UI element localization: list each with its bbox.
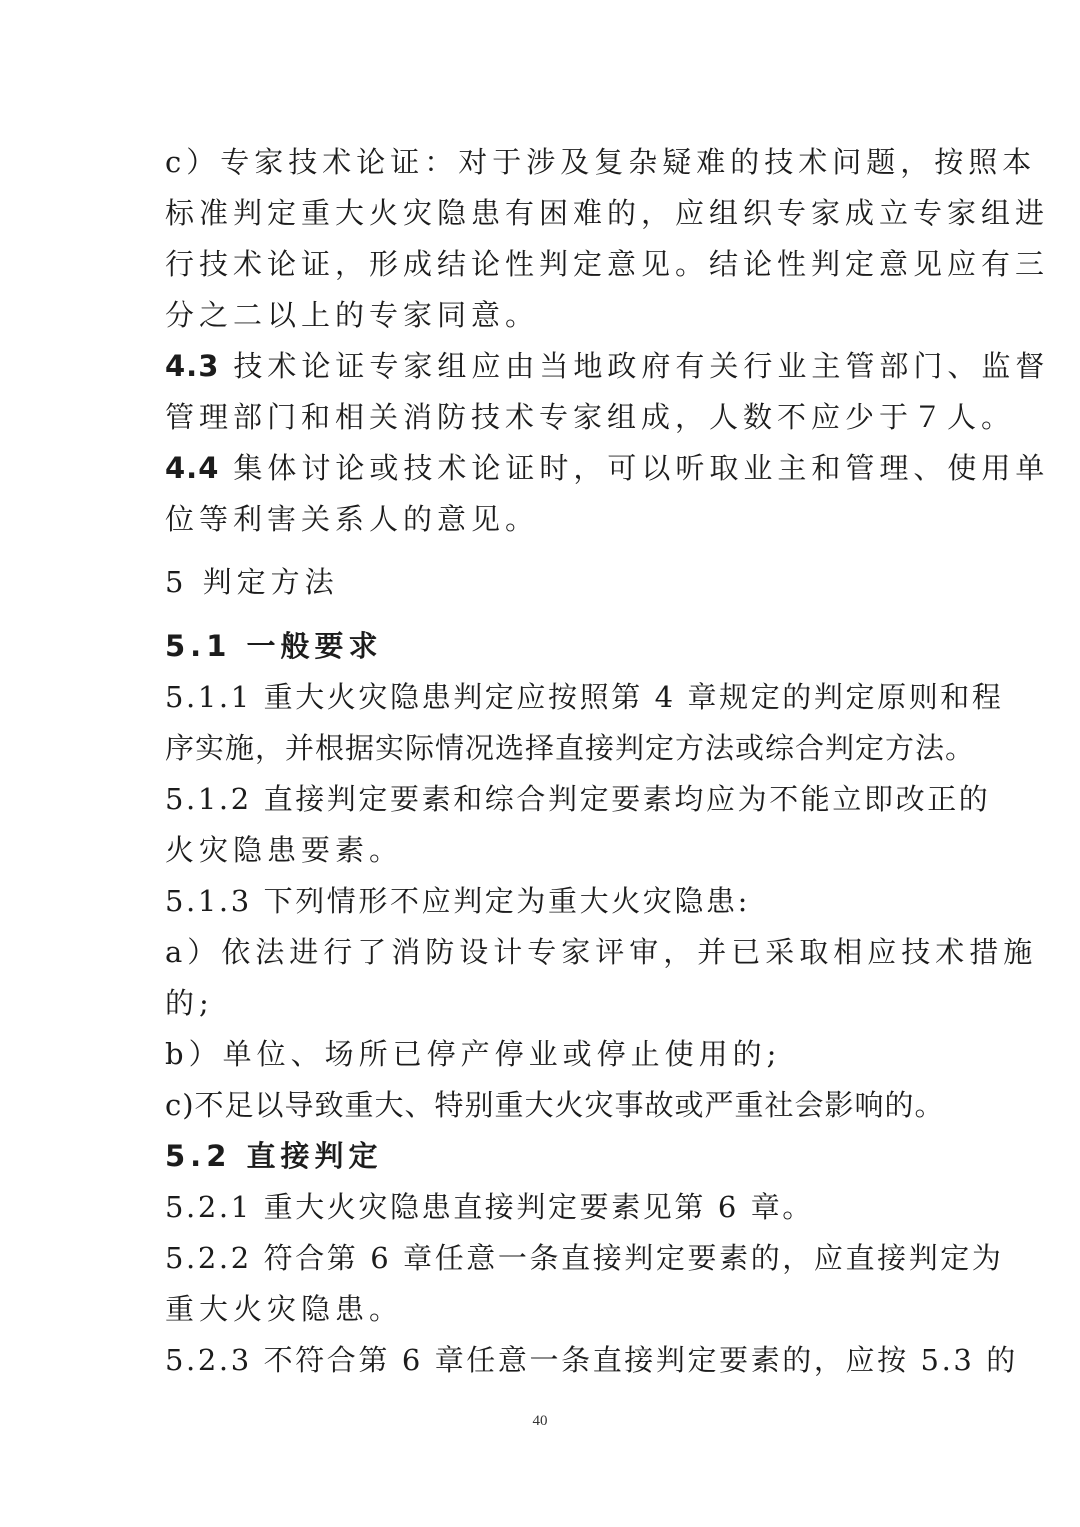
paragraph-line: 标准判定重大火灾隐患有困难的，应组织专家成立专家组进 (165, 196, 1050, 230)
paragraph-line: 位等利害关系人的意见。 (165, 502, 540, 536)
clause-number: 4.4 (165, 451, 220, 485)
subsection-heading: 5.1 一般要求 (165, 629, 383, 663)
paragraph-line: 5.2.2 符合第 6 章任意一条直接判定要素的，应直接判定为 (165, 1241, 1004, 1275)
paragraph-line: 5.1.2 直接判定要素和综合判定要素均应为不能立即改正的 (165, 782, 991, 816)
paragraph-line: 分之二以上的专家同意。 (165, 298, 540, 332)
paragraph-line: c)不足以导致重大、特别重大火灾事故或严重社会影响的。 (165, 1088, 945, 1122)
paragraph-line: c）专家技术论证：对于涉及复杂疑难的技术问题，按照本 (165, 145, 1037, 179)
paragraph-line: 火灾隐患要素。 (165, 833, 404, 867)
paragraph-line: a）依法进行了消防设计专家评审，并已采取相应技术措施 (165, 935, 1038, 969)
subsection-heading: 5.2 直接判定 (165, 1139, 383, 1173)
paragraph-line: 5.2.1 重大火灾隐患直接判定要素见第 6 章。 (165, 1190, 814, 1224)
clause-4-3-line (165, 346, 1050, 386)
clause-4-4-line (165, 448, 1050, 488)
paragraph-line: 5.1.1 重大火灾隐患判定应按照第 4 章规定的判定原则和程 (165, 680, 1004, 714)
page-number: 40 (532, 1413, 548, 1429)
paragraph-line: 5.1.3 下列情形不应判定为重大火灾隐患: (165, 884, 750, 918)
paragraph-line: 行技术论证，形成结论性判定意见。结论性判定意见应有三 (165, 247, 1050, 281)
section-heading: 5 判定方法 (165, 565, 339, 599)
paragraph-line: 5.2.3 不符合第 6 章任意一条直接判定要素的，应按 5.3 的 (165, 1343, 1018, 1377)
clause-number: 4.3 (165, 349, 220, 383)
clause-text: 技术论证专家组应由当地政府有关行业主管部门、监督 (233, 349, 1050, 383)
clause-text: 集体讨论或技术论证时，可以听取业主和管理、使用单 (233, 451, 1050, 485)
paragraph-line: 重大火灾隐患。 (165, 1292, 404, 1326)
paragraph-line: b）单位、场所已停产停业或停止使用的; (165, 1037, 782, 1071)
paragraph-line: 的; (165, 986, 214, 1020)
paragraph-line: 管理部门和相关消防技术专家组成，人数不应少于７人。 (165, 400, 1016, 434)
paragraph-line: 序实施，并根据实际情况选择直接判定方法或综合判定方法。 (165, 731, 976, 765)
